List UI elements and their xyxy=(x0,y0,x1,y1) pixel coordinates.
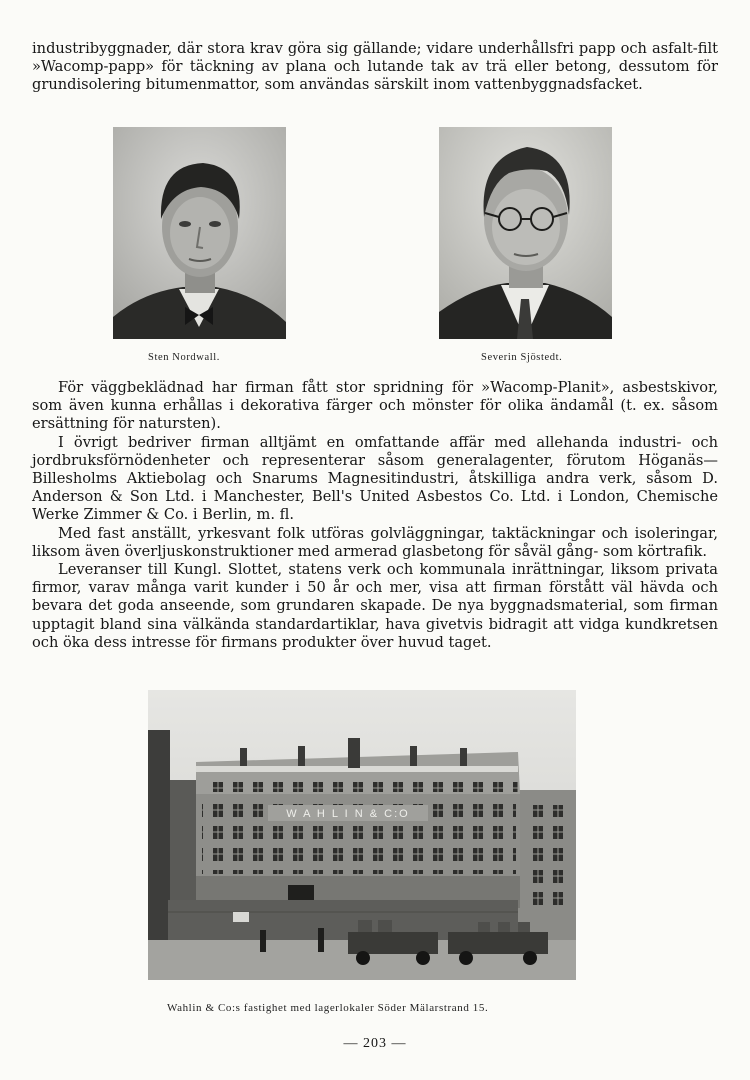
building-caption: Wahlin & Co:s fastighet med lagerlokaler Söder Mälarstrand 15. xyxy=(167,1002,489,1014)
portrait-photo-sten-nordwall xyxy=(113,127,286,339)
paragraph-trade: I övrigt bedriver firman alltjämt en omfattande affär med allehanda industri- och jordbruksförnödenheter och representerar såsom generalagenter, förutom Höganäs—Billesholms Aktiebolag och Snarums Magnesitindustri, åtskilliga andra verk, såsom D. Anderson & Son Ltd. i Manchester, Bell's United Asbestos Co. Ltd. i London, Chemische Werke Zimmer & Co. i Berlin, m. fl. xyxy=(32,433,718,524)
intro-text xyxy=(32,40,718,95)
paragraph-deliveries: Leveranser till Kungl. Slottet, statens verk och kommunala inrättningar, liksom privata firmor, varav många varit kunder i 50 år och mer, visa att firman förstått väl hävda och bevara det goda anseende, som grundaren skapade. De nya byggnadsmaterial, som firman upptagit bland sina välkända standardartiklar, hava givetvis bidragit att vidga kundkretsen och öka dess intresse för firmans produkter över huvud taget. xyxy=(32,561,718,651)
facade-sign: W A H L I N & C:O xyxy=(286,808,410,820)
portrait-caption-1: Sten Nordwall. xyxy=(148,352,220,363)
intro-paragraph: industribyggnader, där stora krav göra sig gällande; vidare underhållsfri papp och asfalt-filt »Wacomp-papp» för täckning av plana och lutande tak av trä eller betong, dessutom för grundisolering bitumenmattor, som användas särskilt inom vattenbyggnadsfacket. xyxy=(32,40,718,94)
paragraph-staff: Med fast anställt, yrkesvant folk utföras golvläggningar, taktäckningar och isoleringar, liksom även överljuskonstruktioner med armerad glasbetong för såväl gång- som körtrafik. xyxy=(32,524,718,560)
portrait-caption-2: Severin Sjöstedt. xyxy=(481,352,563,363)
body-text xyxy=(32,379,718,652)
portrait-photo-severin-sjostedt xyxy=(439,127,612,339)
page-number: — 203 — xyxy=(343,1036,407,1051)
paragraph-wall-cladding: För väggbeklädnad har firman fått stor spridning för »Wacomp-Planit», asbestskivor, som även kunna erhållas i dekorativa färger och mönster för olika ändamål (t. ex. såsom ersättning för natursten). xyxy=(32,379,718,433)
building-photo xyxy=(148,690,576,980)
